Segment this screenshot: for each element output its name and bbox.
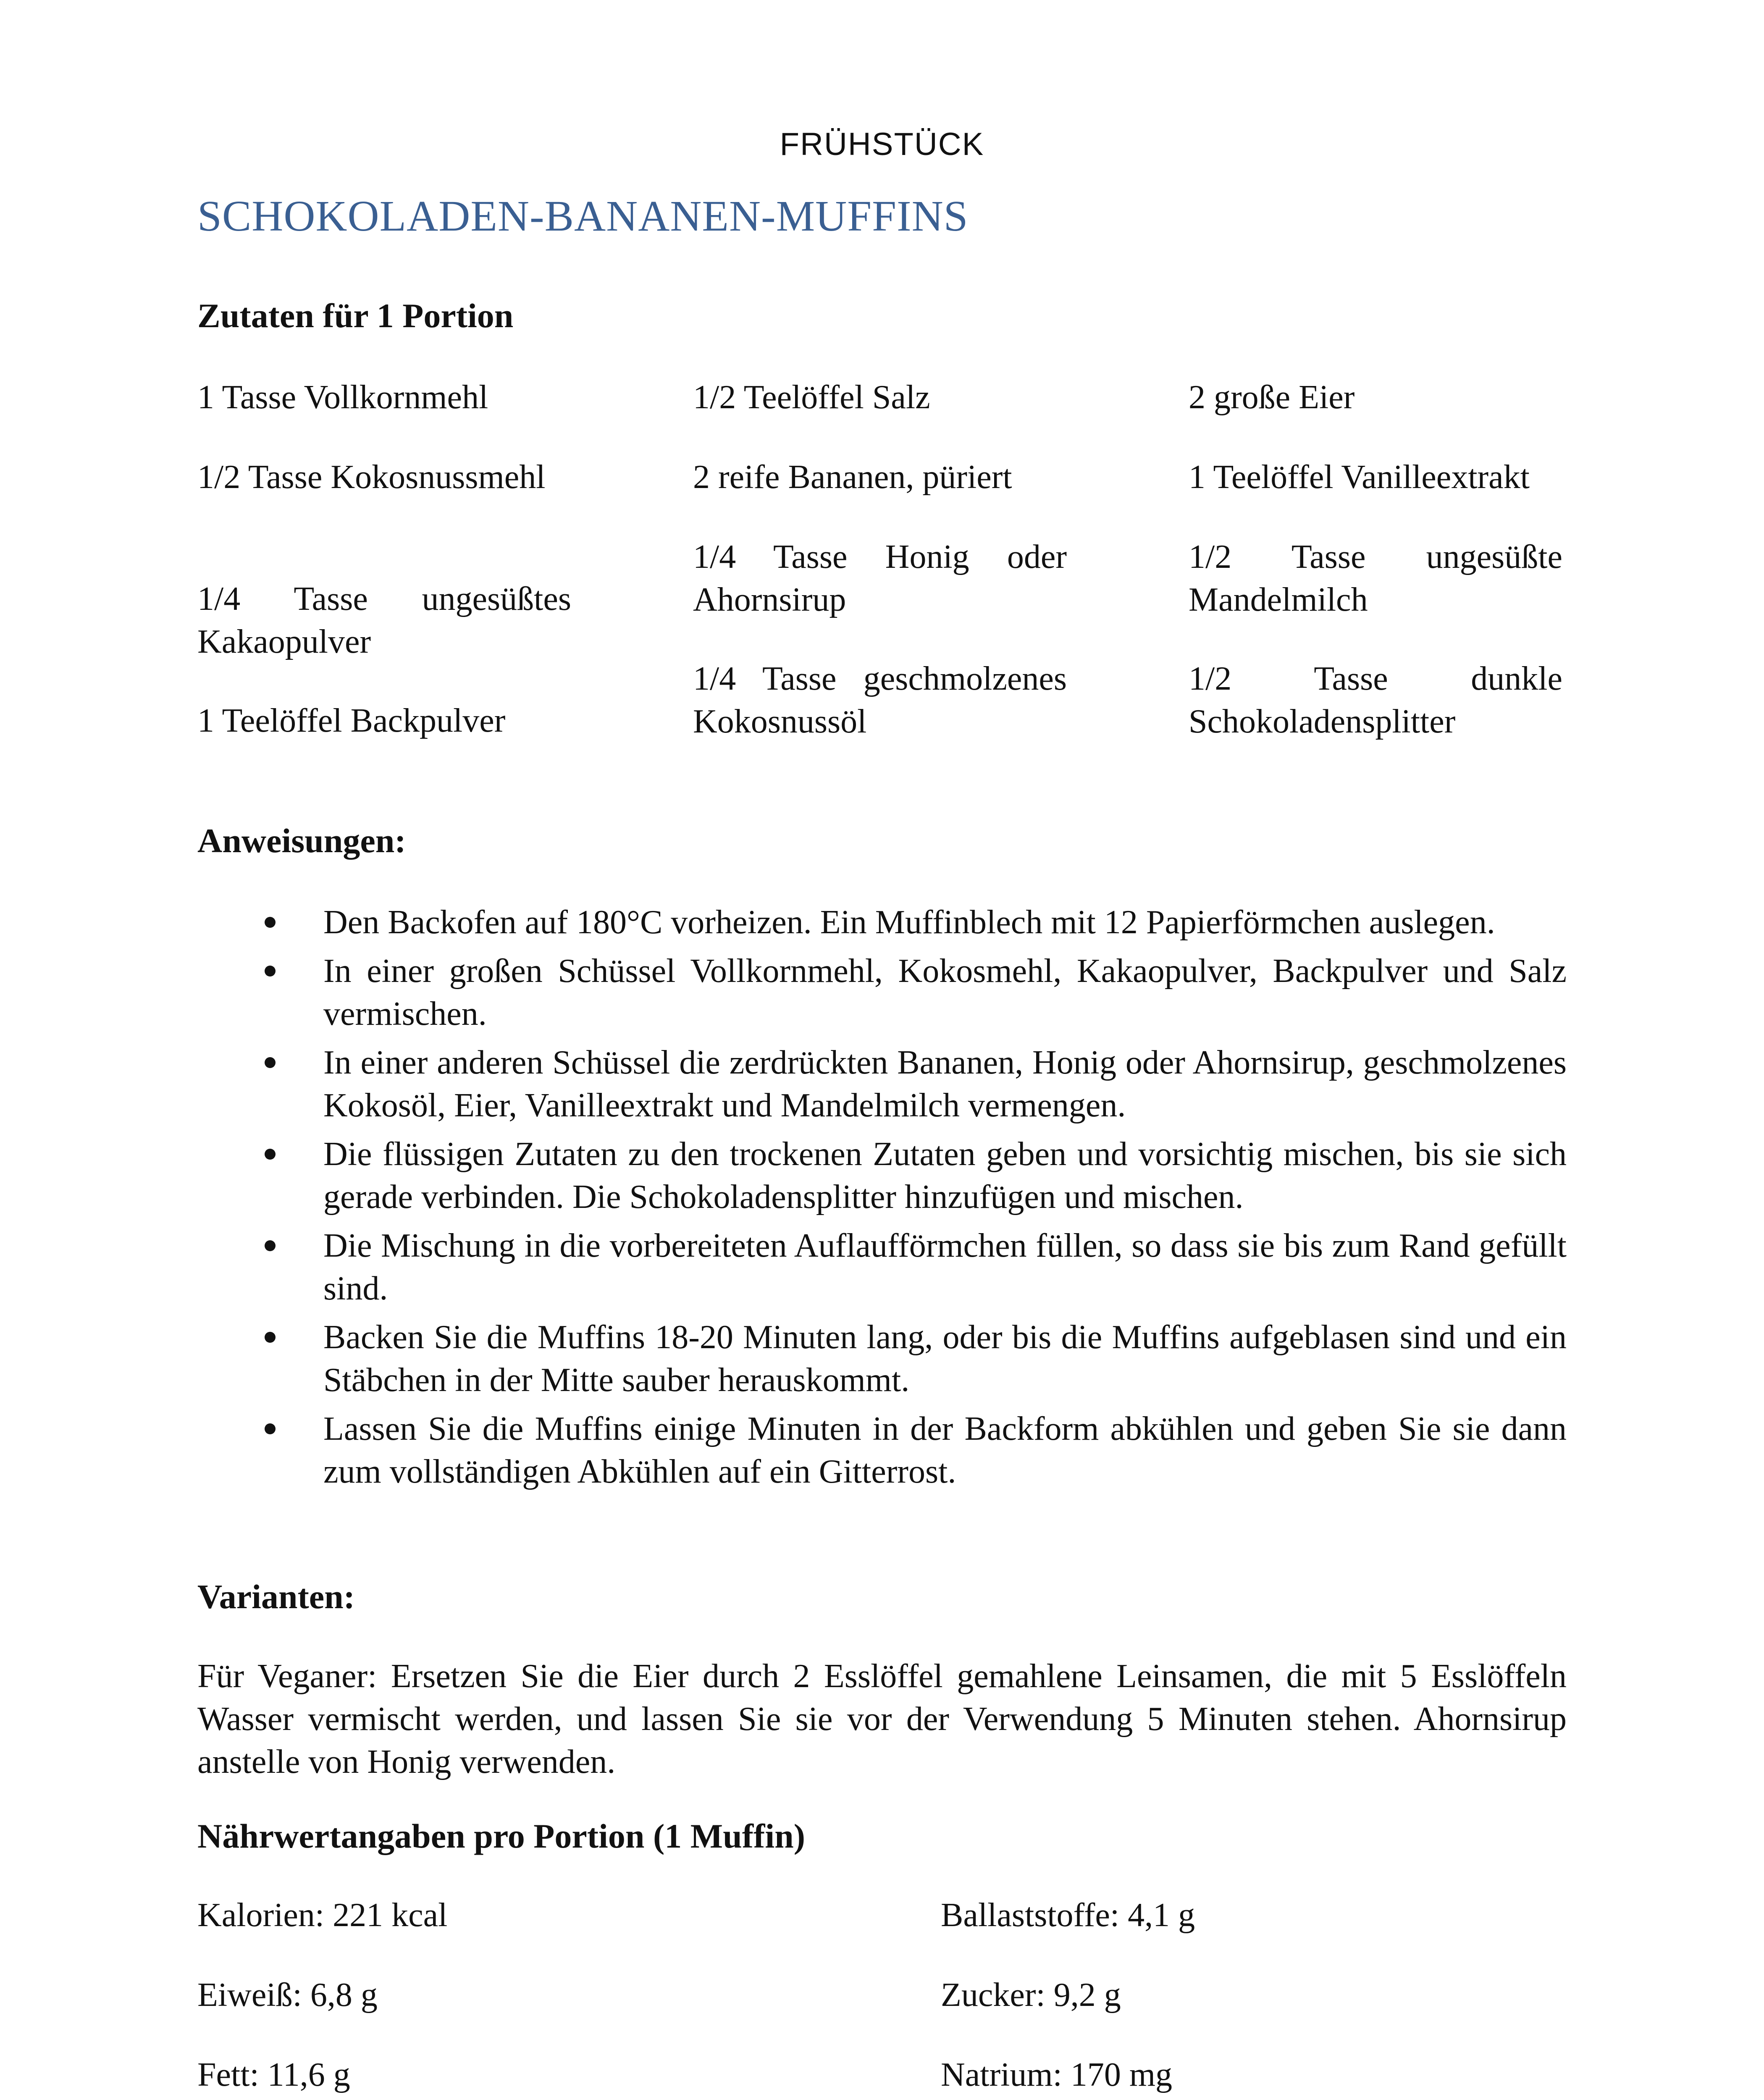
instruction-step: Den Backofen auf 180°C vorheizen. Ein Muffinblech mit 12 Papierförmchen auslegen. (197, 901, 1567, 944)
instructions-list (197, 901, 1567, 1499)
ingredients-heading: Zutaten für 1 Portion (197, 297, 514, 335)
ingredient-item: 1/2 Teelöffel Salz (693, 379, 930, 416)
ingredient-item: 1 Teelöffel Vanilleextrakt (1189, 459, 1530, 496)
bullet-icon (265, 1423, 276, 1434)
bullet-icon (265, 966, 276, 976)
variants-heading: Varianten: (197, 1578, 355, 1616)
instruction-step: In einer großen Schüssel Vollkornmehl, Kokosmehl, Kakaopulver, Backpulver und Salz vermischen. (197, 950, 1567, 1035)
ingredient-item: 1/4 Tasse geschmolzenes Kokosnussöl (693, 660, 1067, 740)
ingredient-item: 1/2 Tasse ungesüßte Mandelmilch (1189, 538, 1562, 618)
nutrition-item: Natrium: 170 mg (941, 2056, 1173, 2093)
ingredient-item: 2 große Eier (1189, 379, 1355, 416)
instruction-step: Die flüssigen Zutaten zu den trockenen Zutaten geben und vorsichtig mischen, bis sie sich gerade verbinden. Die Schokoladensplitter hinzufügen und mischen. (197, 1133, 1567, 1218)
ingredient-item: 2 reife Bananen, püriert (693, 459, 1012, 496)
ingredient-item: 1 Tasse Vollkornmehl (197, 379, 488, 416)
ingredient-item: 1/2 Tasse dunkle Schokoladensplitter (1189, 660, 1562, 740)
bullet-icon (265, 1332, 276, 1343)
nutrition-item: Zucker: 9,2 g (941, 1977, 1121, 2013)
nutrition-item: Ballaststoffe: 4,1 g (941, 1897, 1195, 1934)
ingredient-item: 1/4 Tasse Honig oder Ahornsirup (693, 538, 1067, 618)
ingredient-item: 1/2 Tasse Kokosnussmehl (197, 459, 546, 496)
ingredient-item: 1/4 Tasse ungesüßtes Kakaopulver (197, 580, 571, 660)
bullet-icon (265, 917, 276, 928)
nutrition-item: Eiweiß: 6,8 g (197, 1977, 378, 2013)
instruction-step: In einer anderen Schüssel die zerdrückten Bananen, Honig oder Ahornsirup, geschmolzenes Kokosöl, Eier, Vanilleextrakt und Mandelmilch vermengen. (197, 1041, 1567, 1127)
instruction-step: Backen Sie die Muffins 18-20 Minuten lang, oder bis die Muffins aufgeblasen sind und ein Stäbchen in der Mitte sauber herauskommt. (197, 1316, 1567, 1402)
variants-text: Für Veganer: Ersetzen Sie die Eier durch 2 Esslöffel gemahlene Leinsamen, die mit 5 Esslöffeln Wasser vermischt werden, und lassen Sie sie vor der Verwendung 5 Minuten stehen. Ahornsirup anstelle von Honig verwenden. (197, 1658, 1567, 1780)
recipe-title: SCHOKOLADEN-BANANEN-MUFFINS (197, 192, 969, 240)
nutrition-item: Kalorien: 221 kcal (197, 1897, 448, 1934)
instruction-step: Die Mischung in die vorbereiteten Auflaufförmchen füllen, so dass sie bis zum Rand gefüllt sind. (197, 1224, 1567, 1310)
section-header: FRÜHSTÜCK (780, 126, 984, 162)
bullet-icon (265, 1149, 276, 1160)
nutrition-item: Fett: 11,6 g (197, 2056, 350, 2093)
ingredient-item: 1 Teelöffel Backpulver (197, 702, 506, 739)
instruction-step: Lassen Sie die Muffins einige Minuten in der Backform abkühlen und geben Sie sie dann zum vollständigen Abkühlen auf ein Gitterrost. (197, 1407, 1567, 1493)
nutrition-heading: Nährwertangaben pro Portion (1 Muffin) (197, 1817, 806, 1855)
bullet-icon (265, 1057, 276, 1068)
bullet-icon (265, 1240, 276, 1251)
instructions-heading: Anweisungen: (197, 822, 406, 860)
